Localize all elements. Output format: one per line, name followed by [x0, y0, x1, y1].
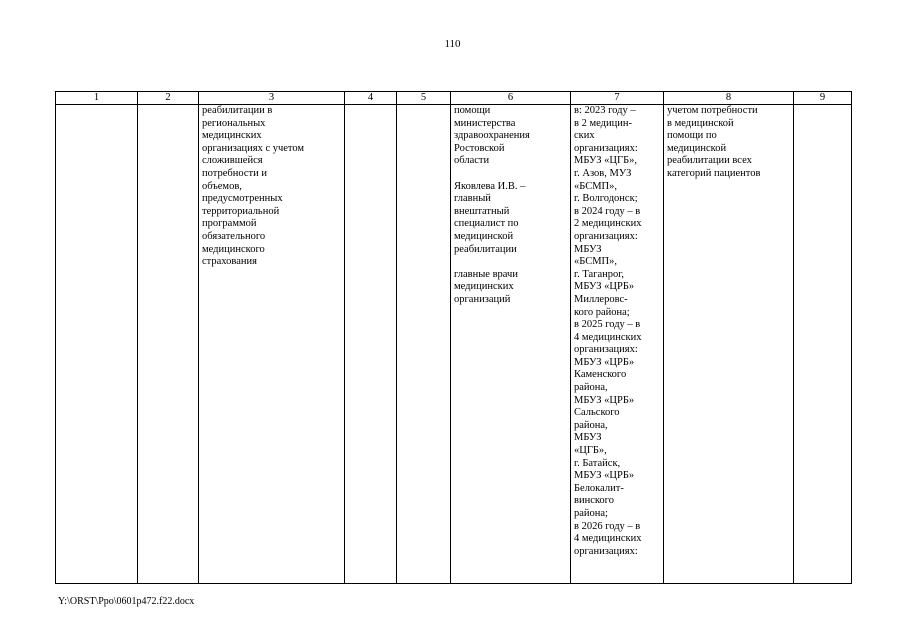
cell-col-3-measure: реабилитации в региональных медицинских организациях с учетом сложившейся потребности и объемов, предусмотренных территориальной программой обязательного медицинского страхования — [199, 105, 345, 584]
column-header-2: 2 — [138, 92, 199, 105]
cell-col-8-result: учетом потребности в медицинской помощи по медицинской реабилитации всех категорий пациентов — [664, 105, 794, 584]
column-header-4: 4 — [345, 92, 397, 105]
cell-col-9 — [794, 105, 852, 584]
cell-col-4 — [345, 105, 397, 584]
table-header-row — [56, 92, 852, 105]
page-number: 110 — [444, 38, 461, 50]
cell-col-5 — [397, 105, 451, 584]
cell-col-2 — [138, 105, 199, 584]
column-header-8: 8 — [664, 92, 794, 105]
column-header-7: 7 — [571, 92, 664, 105]
cell-col-6-responsible: помощи министерства здравоохранения Ростовской области Яковлева И.В. – главный внештатный специалист по медицинской реабилитации главные врачи медицинских организаций — [451, 105, 571, 584]
column-header-1: 1 — [56, 92, 138, 105]
cell-col-1 — [56, 105, 138, 584]
column-header-9: 9 — [794, 92, 852, 105]
column-header-3: 3 — [199, 92, 345, 105]
footer-file-path: Y:\ORST\Ppo\0601p472.f22.docx — [58, 596, 195, 607]
column-header-6: 6 — [451, 92, 571, 105]
document-table — [55, 91, 852, 584]
cell-col-7-schedule: в: 2023 году – в 2 медицин- ских организациях: МБУЗ «ЦГБ», г. Азов, МУЗ «БСМП», г. Волгодонск; в 2024 году – в 2 медицинских организациях: МБУЗ «БСМП», г. Таганрог, МБУЗ «ЦРБ» Миллеровс- кого района; в 2025 году – в 4 медицинских организациях: МБУЗ «ЦРБ» Каменского района, МБУЗ «ЦРБ» Сальского района, МБУЗ «ЦГБ», г. Батайск, МБУЗ «ЦРБ» Белокалит- винского района; в 2026 году – в 4 медицинских организациях: — [571, 105, 664, 584]
column-header-5: 5 — [397, 92, 451, 105]
table-row — [56, 105, 852, 584]
